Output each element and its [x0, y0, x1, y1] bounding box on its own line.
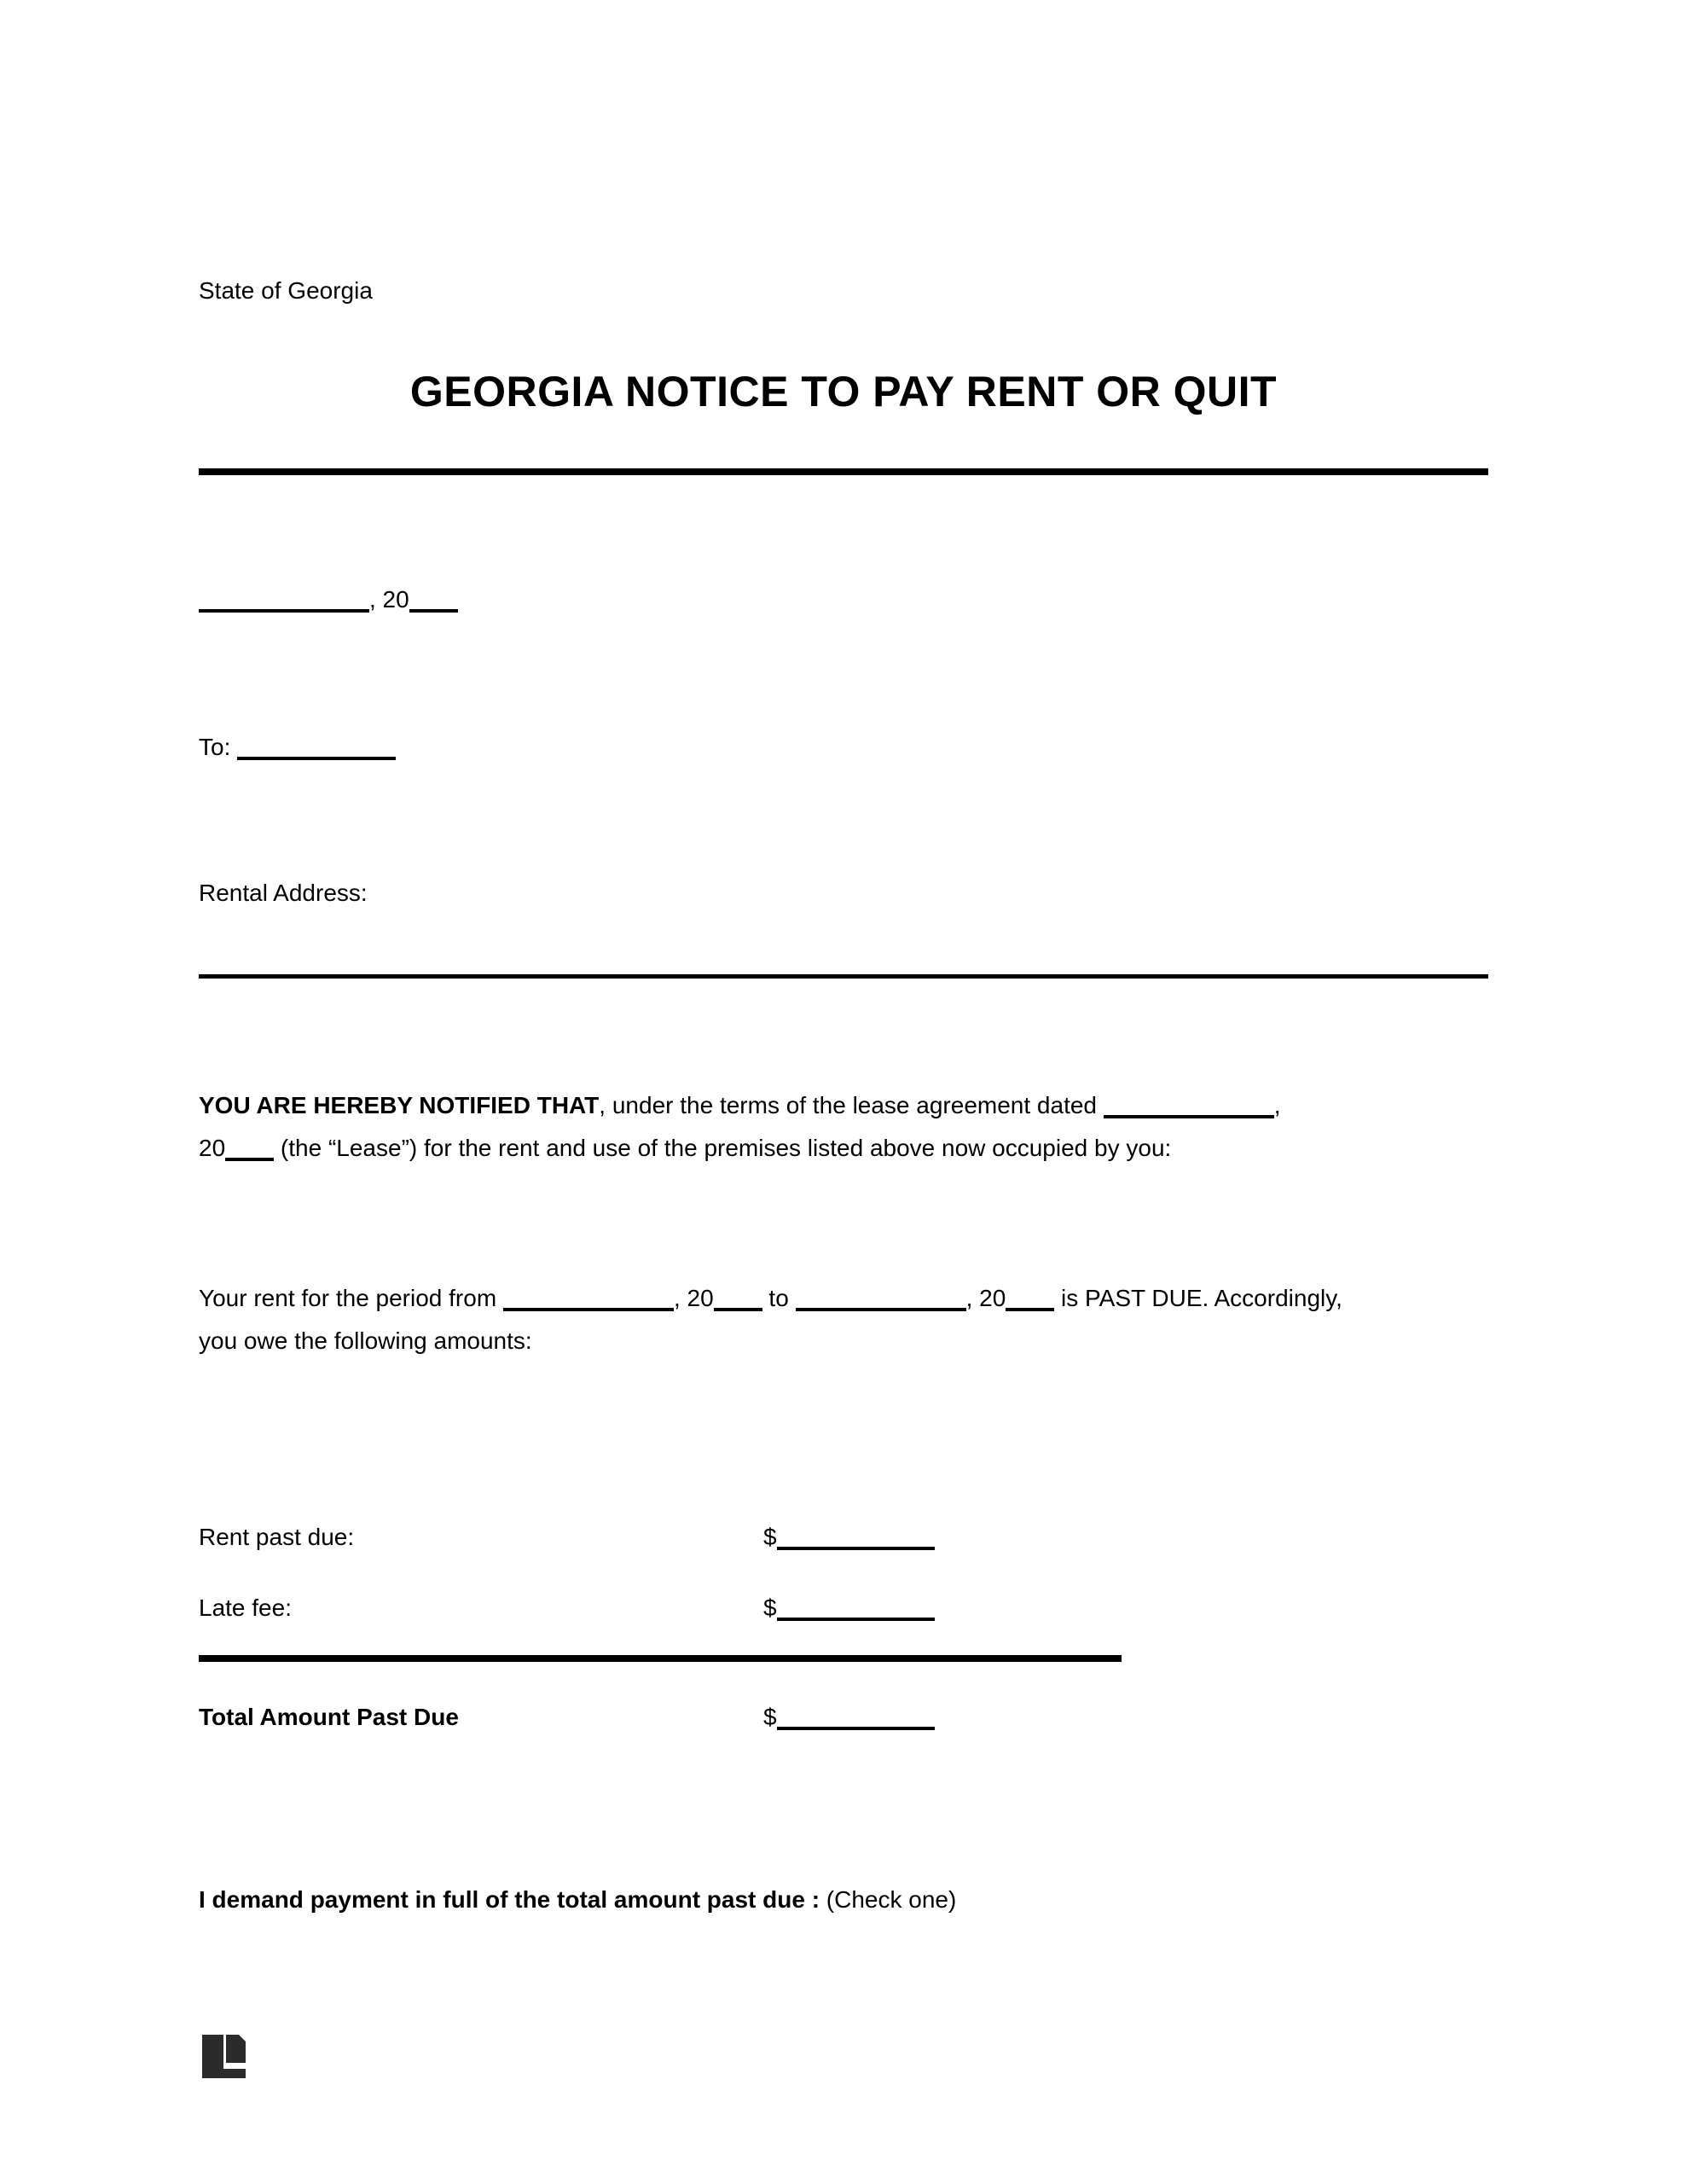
- date-year-blank: [409, 584, 458, 613]
- lease-year-blank: [225, 1132, 274, 1161]
- date-line: [199, 584, 1488, 614]
- notified-bold-intro: YOU ARE HEREBY NOTIFIED THAT: [199, 1092, 600, 1118]
- rent-period-sep-2: , 20: [965, 1285, 1006, 1311]
- late-fee-row: [199, 1592, 1488, 1623]
- rent-period-text-2: is PAST DUE. Accordingly,: [1054, 1285, 1342, 1311]
- period-from-blank: [503, 1282, 674, 1311]
- period-from-year-blank: [714, 1282, 762, 1311]
- total-divider: [199, 1655, 1122, 1662]
- late-fee-value: [763, 1592, 935, 1623]
- date-separator: , 20: [369, 586, 409, 613]
- dollar-sign: $: [763, 1524, 777, 1550]
- notified-text-1: , under the terms of the lease agreement dated: [599, 1092, 1104, 1118]
- rent-past-due-label: Rent past due:: [199, 1524, 355, 1550]
- state-note: State of Georgia: [199, 277, 373, 304]
- title-divider: [199, 468, 1488, 475]
- total-amount-label: Total Amount Past Due: [199, 1704, 459, 1730]
- notified-text-2: (the “Lease”) for the rent and use of the premises listed above now occupied by you:: [274, 1135, 1172, 1161]
- total-amount-row: [199, 1701, 1488, 1732]
- check-one-note: (Check one): [820, 1886, 957, 1913]
- late-fee-label: Late fee:: [199, 1594, 292, 1621]
- rent-period-to-word: to: [762, 1285, 796, 1311]
- rent-period-text-1: Your rent for the period from: [199, 1285, 503, 1311]
- rent-past-due-blank: [777, 1521, 935, 1550]
- notified-year-prefix: 20: [199, 1135, 226, 1161]
- date-blank: [199, 584, 369, 613]
- rent-past-due-row: [199, 1521, 1488, 1552]
- rental-address-line: [199, 974, 1488, 979]
- demand-payment-line: [199, 1885, 1488, 1914]
- lease-date-blank: [1104, 1089, 1274, 1118]
- late-fee-blank: [777, 1592, 935, 1621]
- dollar-sign: $: [763, 1594, 777, 1621]
- notified-paragraph: [199, 1084, 1488, 1170]
- rent-past-due-value: [763, 1521, 935, 1552]
- rental-address-label: Rental Address:: [199, 880, 368, 906]
- rent-period-sep-1: , 20: [673, 1285, 714, 1311]
- rent-period-text-3: you owe the following amounts:: [199, 1327, 532, 1354]
- demand-payment-bold: I demand payment in full of the total amount past due :: [199, 1886, 820, 1913]
- total-amount-value: [763, 1701, 935, 1732]
- to-label: To:: [199, 734, 231, 760]
- to-line: [199, 731, 1488, 762]
- rent-period-paragraph: [199, 1277, 1488, 1362]
- notified-comma: ,: [1273, 1092, 1281, 1118]
- period-to-year-blank: [1006, 1282, 1054, 1311]
- total-amount-blank: [777, 1701, 935, 1730]
- dollar-sign: $: [763, 1704, 777, 1730]
- period-to-blank: [796, 1282, 966, 1311]
- to-blank: [237, 731, 396, 760]
- legal-templates-logo-icon: [202, 2035, 246, 2078]
- page-title: GEORGIA NOTICE TO PAY RENT OR QUIT: [409, 368, 1278, 415]
